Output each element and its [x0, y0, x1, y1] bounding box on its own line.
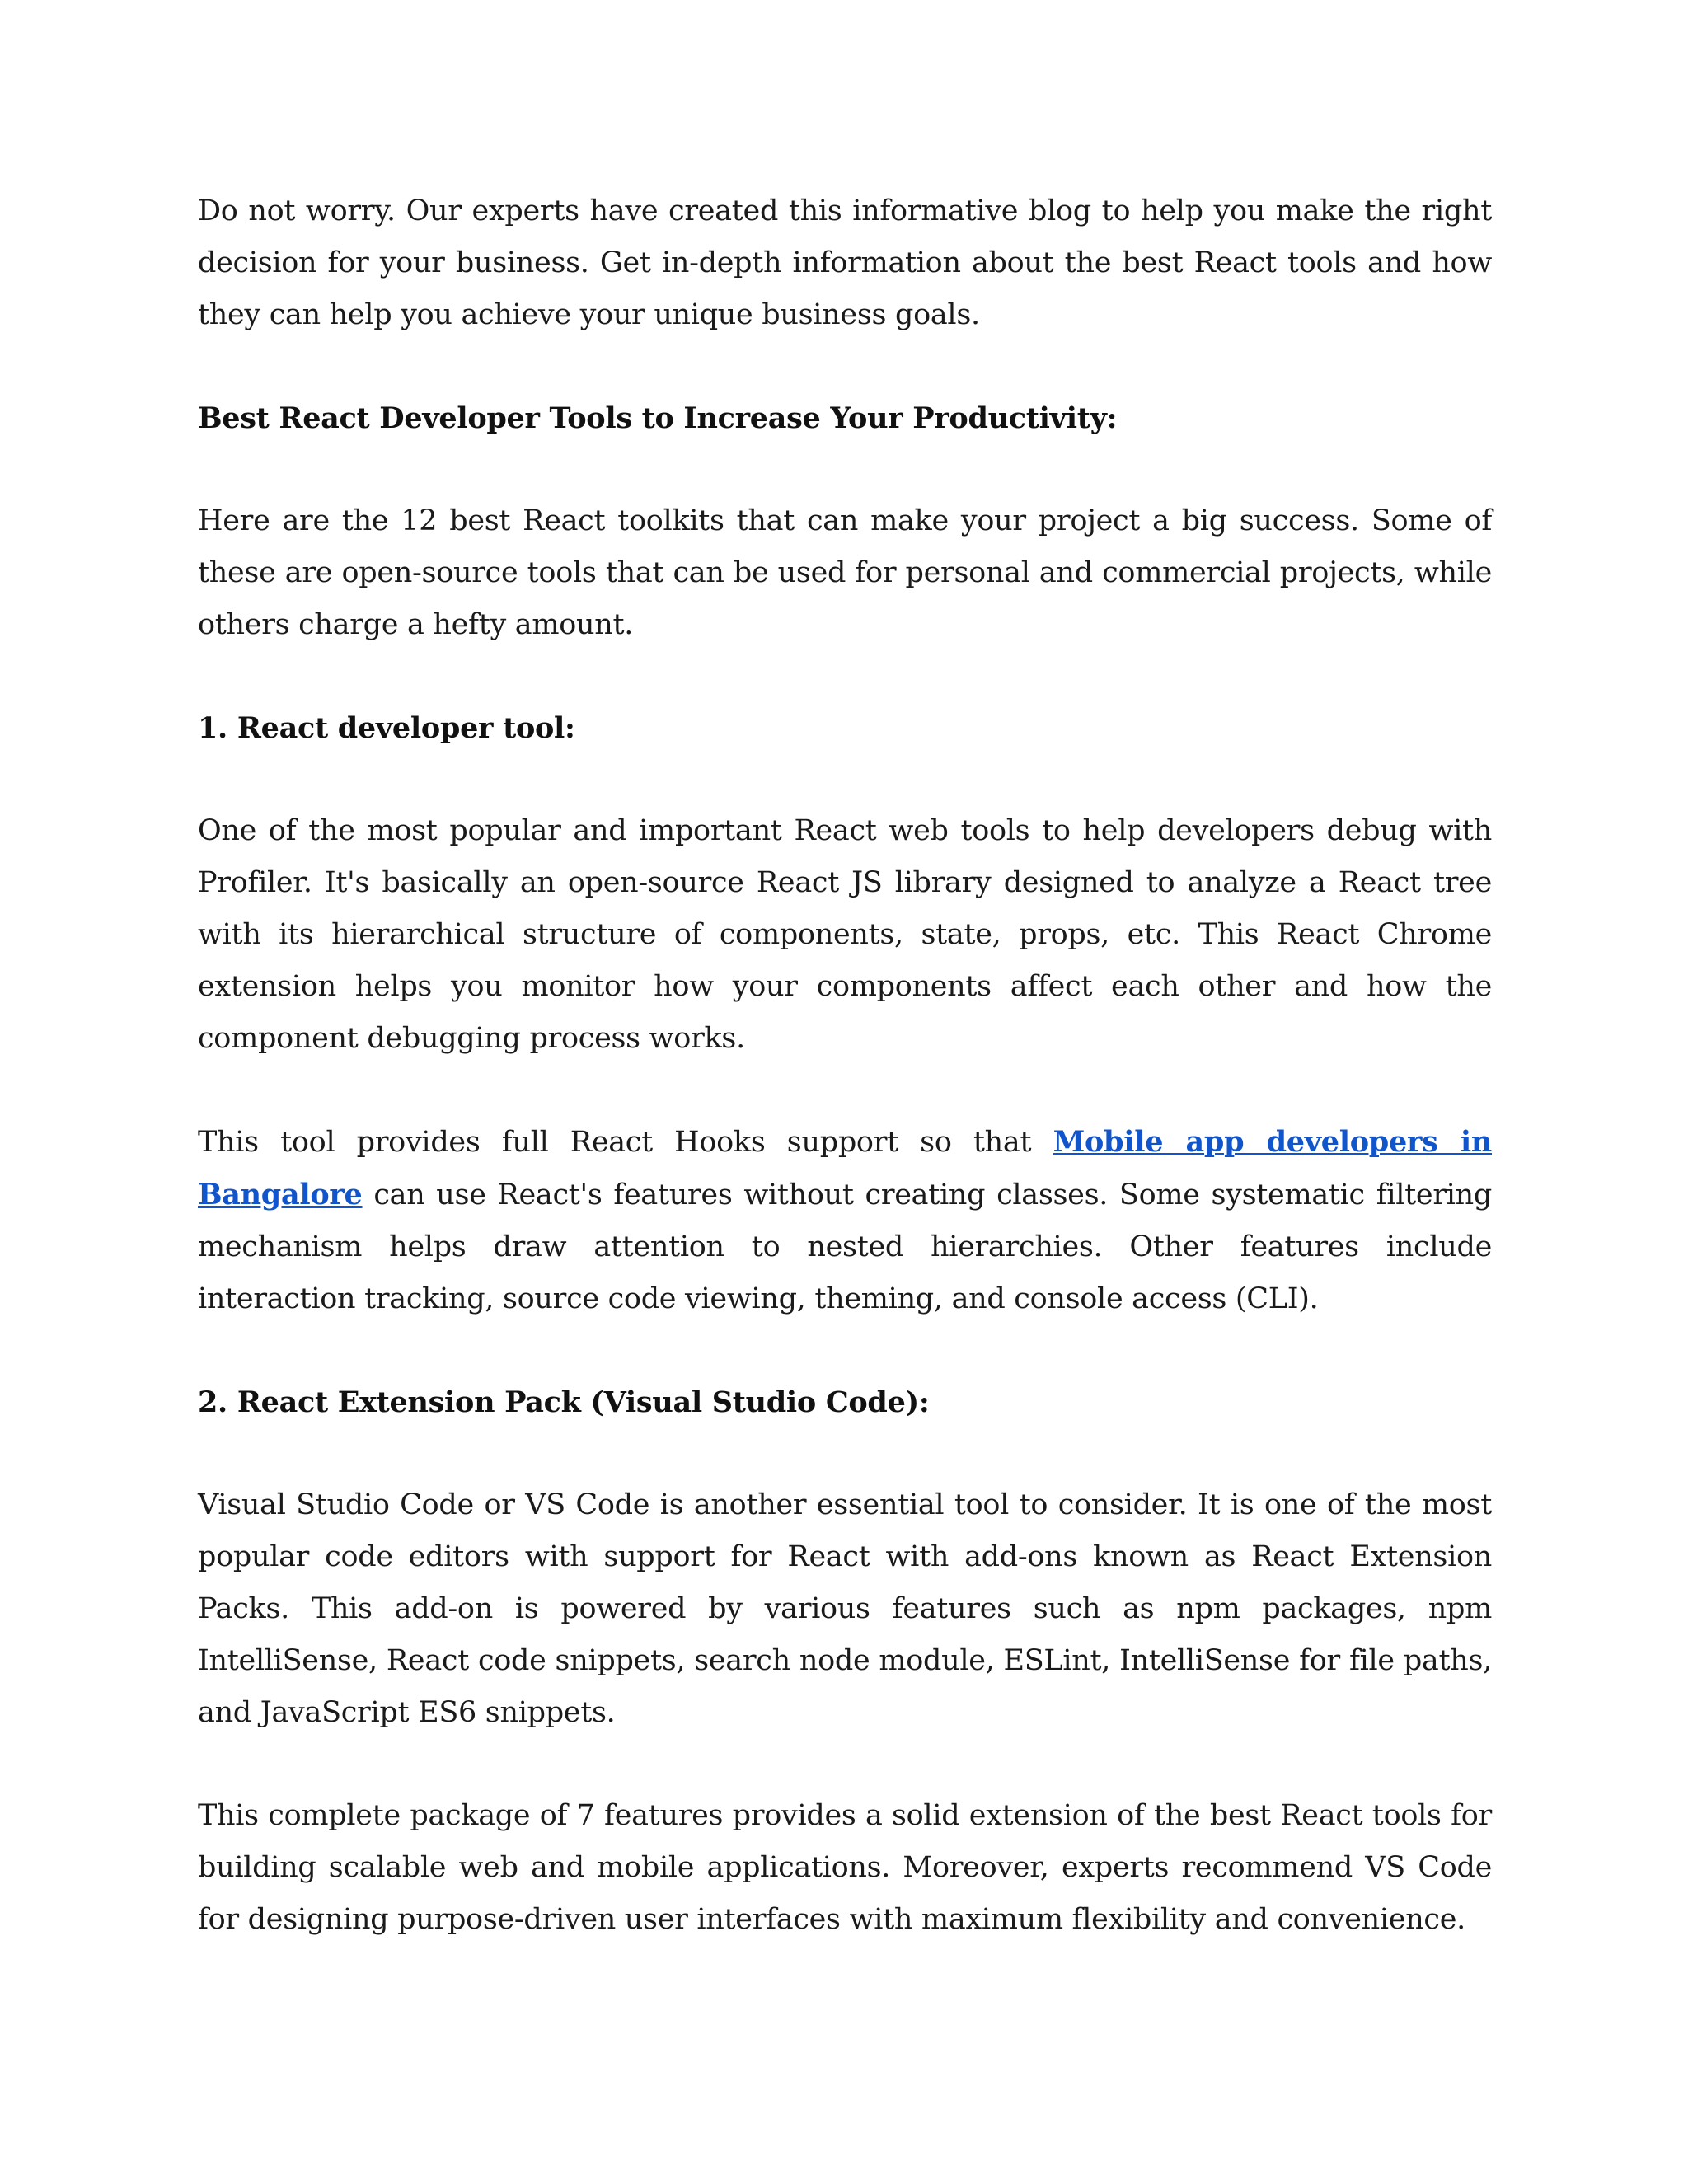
mobile-app-developers-link[interactable]: Mobile app developers in Bangalore [198, 1125, 1492, 1212]
tool1-heading: 1. React developer tool: [198, 711, 575, 745]
tool1-paragraph-2 [198, 1116, 1492, 1325]
tool2-heading: 2. React Extension Pack (Visual Studio Code): [198, 1385, 930, 1419]
section-intro-paragraph: Here are the 12 best React toolkits that can make your project a big success. Some of these are open-source tools that can be used for personal and commercial projects, while others charge a hefty amount. [198, 504, 1492, 641]
tool1-paragraph-2-start: This tool provides full React Hooks support so that [198, 1126, 1053, 1159]
section-heading: Best React Developer Tools to Increase Your Productivity: [198, 401, 1118, 435]
tool1-paragraph-1: One of the most popular and important React web tools to help developers debug with Profiler. It's basically an open-source React JS library designed to analyze a React tree with its hierarchical structure of components, state, props, etc. This React Chrome extension helps you monitor how your components affect each other and how the component debugging process works. [198, 814, 1492, 1055]
document-body [198, 185, 1492, 1997]
intro-paragraph: Do not worry. Our experts have created this informative blog to help you make the right decision for your business. Get in-depth information about the best React tools and how they can help you achieve your unique business goals. [198, 194, 1492, 331]
tool2-paragraph-2: This complete package of 7 features provides a solid extension of the best React tools for building scalable web and mobile applications. Moreover, experts recommend VS Code for designing purpose-driven user interfaces with maximum flexibility and convenience. [198, 1799, 1492, 1936]
tool2-paragraph-1: Visual Studio Code or VS Code is another essential tool to consider. It is one of the most popular code editors with support for React with add-ons known as React Extension Packs. This add-on is powered by various features such as npm packages, npm IntelliSense, React code snippets, search node module, ESLint, IntelliSense for file paths, and JavaScript ES6 snippets. [198, 1488, 1492, 1729]
tool1-paragraph-2-end: can use React's features without creating classes. Some systematic filtering mechanism helps draw attention to nested hierarchies. Other features include interaction tracking, source code viewing, theming, and console access (CLI). [198, 1179, 1492, 1315]
